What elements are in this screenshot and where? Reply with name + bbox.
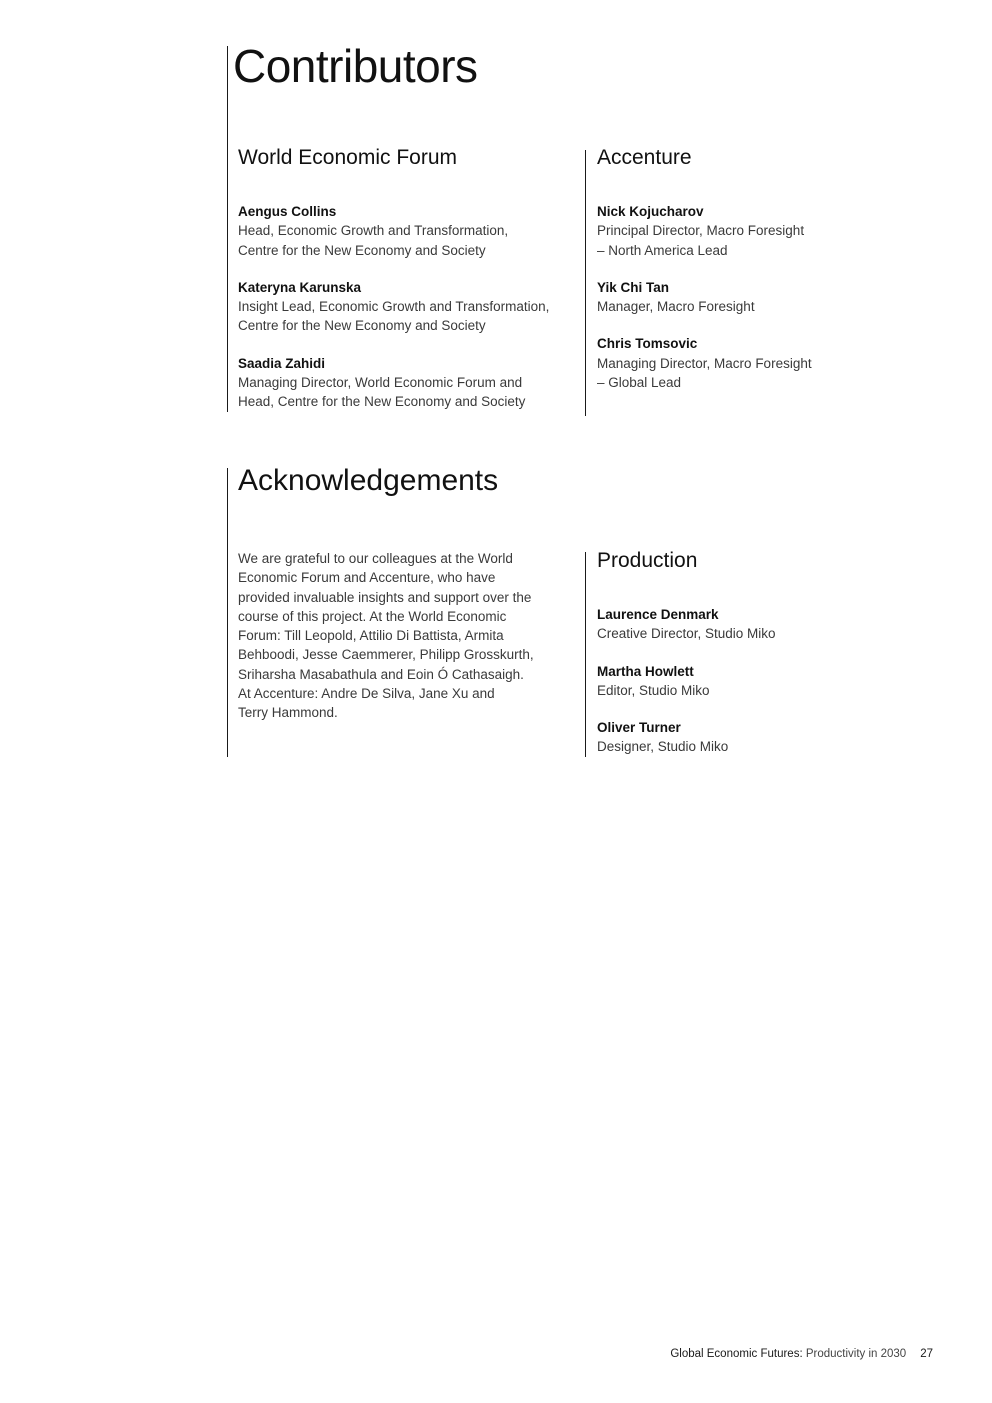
person-name: Chris Tomsovic — [597, 336, 698, 352]
wef-people-list — [238, 202, 578, 412]
accenture-heading: Accenture — [597, 146, 692, 169]
person-role: Insight Lead, Economic Growth and Transformation, Centre for the New Economy and Society — [238, 299, 550, 334]
list-item — [597, 605, 897, 644]
list-item — [238, 202, 578, 260]
page-number: 27 — [920, 1348, 933, 1360]
person-name: Martha Howlett — [597, 663, 694, 679]
contributors-divider — [227, 46, 228, 412]
production-people-list — [597, 605, 897, 757]
list-item — [238, 278, 578, 336]
person-name: Aengus Collins — [238, 204, 337, 219]
list-item — [597, 334, 897, 392]
page-title: Contributors — [233, 40, 478, 92]
wef-heading: World Economic Forum — [238, 146, 458, 169]
footer-report-title: Global Economic Futures: — [670, 1348, 803, 1360]
person-name: Yik Chi Tan — [597, 279, 670, 295]
list-item — [597, 718, 897, 757]
person-role: Head, Economic Growth and Transformation, Centre for the New Economy and Society — [238, 223, 509, 258]
person-role: Editor, Studio Miko — [597, 682, 710, 698]
acknowledgements-title: Acknowledgements — [238, 464, 499, 497]
person-role: Managing Director, World Economic Forum and Head, Centre for the New Economy and Society — [238, 375, 526, 410]
accenture-divider — [585, 150, 586, 416]
person-name: Kateryna Karunska — [238, 279, 362, 295]
acknowledgements-divider — [227, 468, 228, 757]
person-role: Principal Director, Macro Foresight – North America Lead — [597, 223, 805, 258]
person-role: Manager, Macro Foresight — [597, 299, 755, 315]
list-item — [597, 278, 897, 317]
person-role: Designer, Studio Miko — [597, 739, 729, 755]
person-role: Managing Director, Macro Foresight – Global Lead — [597, 355, 812, 391]
person-name: Laurence Denmark — [597, 607, 719, 622]
wef-column — [238, 144, 578, 430]
accenture-column — [597, 144, 897, 410]
person-name: Nick Kojucharov — [597, 204, 704, 219]
list-item — [597, 202, 897, 260]
production-heading: Production — [597, 549, 698, 572]
list-item — [597, 662, 897, 701]
acknowledgements-text: We are grateful to our colleagues at the World Economic Forum and Accenture, who have provided invaluable insights and support over the course of this project. At the World Economic Forum: Till Leopold, Attilio Di Battista, Armita Behboodi, Jesse Caemmerer, Philipp Grosskurth, Sriharsha Masabathula and Eoin Ó Cathasaigh. At Accenture: Andre De Silva, Jane Xu and Terry Hammond. — [238, 551, 534, 721]
person-name: Oliver Turner — [597, 720, 681, 736]
production-column — [597, 547, 897, 775]
footer-report-subtitle: Productivity in 2030 — [802, 1348, 907, 1360]
page-footer — [670, 1346, 933, 1362]
production-divider — [585, 552, 586, 757]
person-name: Saadia Zahidi — [238, 355, 326, 371]
accenture-people-list — [597, 202, 897, 392]
list-item — [238, 354, 578, 412]
person-role: Creative Director, Studio Miko — [597, 626, 776, 642]
